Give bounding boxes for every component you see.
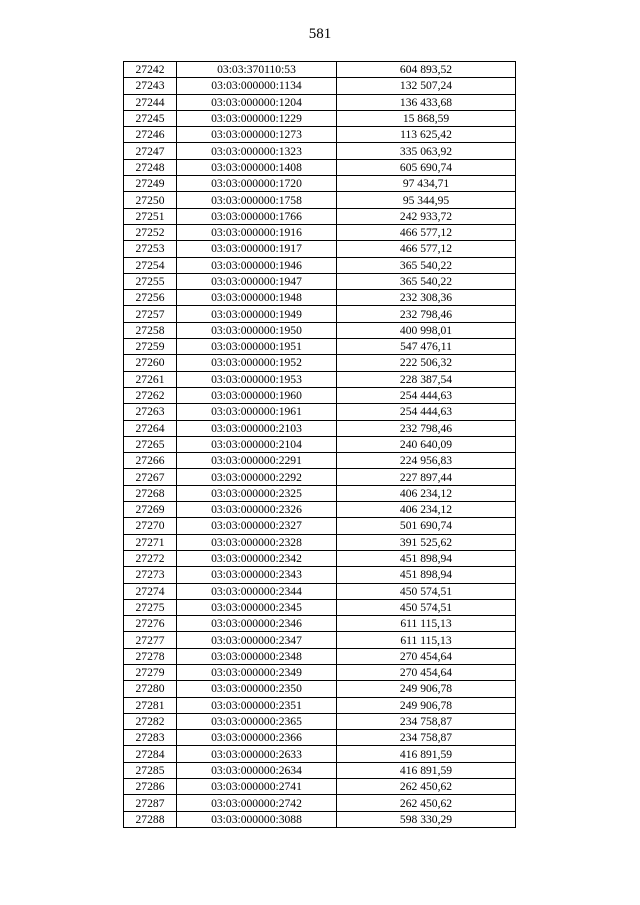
row-number-cell: 27284 — [124, 746, 177, 762]
cadastral-number-cell: 03:03:000000:1946 — [177, 257, 337, 273]
row-number-cell: 27246 — [124, 127, 177, 143]
cadastral-number-cell: 03:03:000000:1134 — [177, 78, 337, 94]
table-row — [124, 730, 516, 746]
value-cell: 224 956,83 — [337, 453, 516, 469]
value-cell: 228 387,54 — [337, 371, 516, 387]
table-row — [124, 762, 516, 778]
value-cell: 222 506,32 — [337, 355, 516, 371]
cadastral-number-cell: 03:03:000000:1952 — [177, 355, 337, 371]
value-cell: 451 898,94 — [337, 567, 516, 583]
cadastral-number-cell: 03:03:000000:3088 — [177, 811, 337, 827]
row-number-cell: 27272 — [124, 550, 177, 566]
table-row — [124, 192, 516, 208]
value-cell: 406 234,12 — [337, 502, 516, 518]
cadastral-number-cell: 03:03:000000:1953 — [177, 371, 337, 387]
row-number-cell: 27251 — [124, 208, 177, 224]
cadastral-number-cell: 03:03:000000:1720 — [177, 176, 337, 192]
cadastral-number-cell: 03:03:000000:2351 — [177, 697, 337, 713]
table-row — [124, 94, 516, 110]
row-number-cell: 27287 — [124, 795, 177, 811]
row-number-cell: 27260 — [124, 355, 177, 371]
cadastral-number-cell: 03:03:000000:1949 — [177, 306, 337, 322]
cadastral-number-cell: 03:03:000000:2343 — [177, 567, 337, 583]
row-number-cell: 27281 — [124, 697, 177, 713]
cadastral-number-cell: 03:03:000000:1960 — [177, 387, 337, 403]
cadastral-number-cell: 03:03:000000:2325 — [177, 485, 337, 501]
table-row — [124, 322, 516, 338]
row-number-cell: 27255 — [124, 273, 177, 289]
value-cell: 335 063,92 — [337, 143, 516, 159]
row-number-cell: 27253 — [124, 241, 177, 257]
row-number-cell: 27258 — [124, 322, 177, 338]
value-cell: 113 625,42 — [337, 127, 516, 143]
table-row — [124, 485, 516, 501]
value-cell: 232 798,46 — [337, 306, 516, 322]
value-cell: 232 798,46 — [337, 420, 516, 436]
table-row — [124, 583, 516, 599]
cadastral-number-cell: 03:03:000000:2328 — [177, 534, 337, 550]
value-cell: 232 308,36 — [337, 290, 516, 306]
value-cell: 262 450,62 — [337, 779, 516, 795]
cadastral-number-cell: 03:03:000000:2344 — [177, 583, 337, 599]
value-cell: 242 933,72 — [337, 208, 516, 224]
table-row — [124, 697, 516, 713]
table-row — [124, 681, 516, 697]
row-number-cell: 27276 — [124, 616, 177, 632]
value-cell: 365 540,22 — [337, 257, 516, 273]
value-cell: 466 577,12 — [337, 241, 516, 257]
cadastral-number-cell: 03:03:000000:2634 — [177, 762, 337, 778]
row-number-cell: 27265 — [124, 436, 177, 452]
row-number-cell: 27288 — [124, 811, 177, 827]
table-row — [124, 550, 516, 566]
row-number-cell: 27262 — [124, 387, 177, 403]
value-cell: 450 574,51 — [337, 583, 516, 599]
row-number-cell: 27277 — [124, 632, 177, 648]
table-row — [124, 811, 516, 827]
row-number-cell: 27242 — [124, 62, 177, 78]
cadastral-number-cell: 03:03:000000:1229 — [177, 110, 337, 126]
row-number-cell: 27268 — [124, 485, 177, 501]
row-number-cell: 27279 — [124, 664, 177, 680]
table-row — [124, 795, 516, 811]
cadastral-number-cell: 03:03:000000:2350 — [177, 681, 337, 697]
cadastral-number-cell: 03:03:000000:1951 — [177, 339, 337, 355]
row-number-cell: 27252 — [124, 224, 177, 240]
value-cell: 234 758,87 — [337, 713, 516, 729]
cadastral-number-cell: 03:03:000000:1204 — [177, 94, 337, 110]
table-row — [124, 339, 516, 355]
row-number-cell: 27266 — [124, 453, 177, 469]
table-row — [124, 534, 516, 550]
table-row — [124, 159, 516, 175]
value-cell: 234 758,87 — [337, 730, 516, 746]
value-cell: 547 476,11 — [337, 339, 516, 355]
cadastral-number-cell: 03:03:000000:2365 — [177, 713, 337, 729]
table-row — [124, 567, 516, 583]
table-row — [124, 436, 516, 452]
row-number-cell: 27247 — [124, 143, 177, 159]
value-cell: 416 891,59 — [337, 762, 516, 778]
table-row — [124, 387, 516, 403]
value-cell: 501 690,74 — [337, 518, 516, 534]
table-row — [124, 616, 516, 632]
cadastral-number-cell: 03:03:000000:1950 — [177, 322, 337, 338]
value-cell: 416 891,59 — [337, 746, 516, 762]
table-row — [124, 355, 516, 371]
cadastral-number-cell: 03:03:000000:1758 — [177, 192, 337, 208]
value-cell: 240 640,09 — [337, 436, 516, 452]
cadastral-number-cell: 03:03:000000:2292 — [177, 469, 337, 485]
table-row — [124, 779, 516, 795]
row-number-cell: 27248 — [124, 159, 177, 175]
row-number-cell: 27249 — [124, 176, 177, 192]
table-row — [124, 110, 516, 126]
table-row — [124, 518, 516, 534]
table-row — [124, 224, 516, 240]
row-number-cell: 27264 — [124, 420, 177, 436]
row-number-cell: 27285 — [124, 762, 177, 778]
cadastral-number-cell: 03:03:000000:1323 — [177, 143, 337, 159]
value-cell: 95 344,95 — [337, 192, 516, 208]
row-number-cell: 27282 — [124, 713, 177, 729]
row-number-cell: 27274 — [124, 583, 177, 599]
cadastral-number-cell: 03:03:000000:1273 — [177, 127, 337, 143]
value-cell: 611 115,13 — [337, 632, 516, 648]
value-cell: 400 998,01 — [337, 322, 516, 338]
table-row — [124, 78, 516, 94]
row-number-cell: 27269 — [124, 502, 177, 518]
cadastral-number-cell: 03:03:000000:2104 — [177, 436, 337, 452]
row-number-cell: 27244 — [124, 94, 177, 110]
cadastral-number-cell: 03:03:000000:2366 — [177, 730, 337, 746]
table-row — [124, 404, 516, 420]
value-cell: 227 897,44 — [337, 469, 516, 485]
cadastral-number-cell: 03:03:000000:1916 — [177, 224, 337, 240]
value-cell: 262 450,62 — [337, 795, 516, 811]
cadastral-number-cell: 03:03:000000:1917 — [177, 241, 337, 257]
table-row — [124, 143, 516, 159]
value-cell: 450 574,51 — [337, 599, 516, 615]
table-row — [124, 241, 516, 257]
table-row — [124, 257, 516, 273]
value-cell: 15 868,59 — [337, 110, 516, 126]
cadastral-number-cell: 03:03:000000:2291 — [177, 453, 337, 469]
value-cell: 97 434,71 — [337, 176, 516, 192]
cadastral-number-cell: 03:03:000000:2345 — [177, 599, 337, 615]
table-row — [124, 371, 516, 387]
value-cell: 270 454,64 — [337, 664, 516, 680]
table-row — [124, 746, 516, 762]
table-row — [124, 632, 516, 648]
value-cell: 254 444,63 — [337, 387, 516, 403]
cadastral-number-cell: 03:03:000000:2633 — [177, 746, 337, 762]
row-number-cell: 27270 — [124, 518, 177, 534]
cadastral-number-cell: 03:03:370110:53 — [177, 62, 337, 78]
row-number-cell: 27250 — [124, 192, 177, 208]
cadastral-number-cell: 03:03:000000:1766 — [177, 208, 337, 224]
row-number-cell: 27245 — [124, 110, 177, 126]
table-row — [124, 62, 516, 78]
value-cell: 604 893,52 — [337, 62, 516, 78]
cadastral-number-cell: 03:03:000000:2347 — [177, 632, 337, 648]
value-cell: 466 577,12 — [337, 224, 516, 240]
value-cell: 270 454,64 — [337, 648, 516, 664]
value-cell: 605 690,74 — [337, 159, 516, 175]
row-number-cell: 27273 — [124, 567, 177, 583]
table-row — [124, 453, 516, 469]
cadastral-number-cell: 03:03:000000:2327 — [177, 518, 337, 534]
cadastral-value-table — [123, 61, 516, 828]
cadastral-number-cell: 03:03:000000:2742 — [177, 795, 337, 811]
table-row — [124, 127, 516, 143]
row-number-cell: 27280 — [124, 681, 177, 697]
table-row — [124, 469, 516, 485]
cadastral-number-cell: 03:03:000000:2346 — [177, 616, 337, 632]
row-number-cell: 27275 — [124, 599, 177, 615]
cadastral-number-cell: 03:03:000000:2103 — [177, 420, 337, 436]
table-row — [124, 664, 516, 680]
cadastral-number-cell: 03:03:000000:2349 — [177, 664, 337, 680]
table-row — [124, 176, 516, 192]
cadastral-number-cell: 03:03:000000:1408 — [177, 159, 337, 175]
row-number-cell: 27271 — [124, 534, 177, 550]
value-cell: 132 507,24 — [337, 78, 516, 94]
row-number-cell: 27243 — [124, 78, 177, 94]
cadastral-number-cell: 03:03:000000:2342 — [177, 550, 337, 566]
row-number-cell: 27278 — [124, 648, 177, 664]
cadastral-number-cell: 03:03:000000:1947 — [177, 273, 337, 289]
table-body — [124, 62, 516, 828]
table-row — [124, 713, 516, 729]
value-cell: 365 540,22 — [337, 273, 516, 289]
cadastral-number-cell: 03:03:000000:2326 — [177, 502, 337, 518]
value-cell: 249 906,78 — [337, 681, 516, 697]
table-row — [124, 290, 516, 306]
table-row — [124, 273, 516, 289]
table-row — [124, 306, 516, 322]
cadastral-number-cell: 03:03:000000:1948 — [177, 290, 337, 306]
value-cell: 254 444,63 — [337, 404, 516, 420]
cadastral-number-cell: 03:03:000000:2348 — [177, 648, 337, 664]
table-row — [124, 648, 516, 664]
value-cell: 249 906,78 — [337, 697, 516, 713]
value-cell: 451 898,94 — [337, 550, 516, 566]
cadastral-number-cell: 03:03:000000:2741 — [177, 779, 337, 795]
value-cell: 391 525,62 — [337, 534, 516, 550]
table-row — [124, 599, 516, 615]
row-number-cell: 27261 — [124, 371, 177, 387]
row-number-cell: 27257 — [124, 306, 177, 322]
value-cell: 136 433,68 — [337, 94, 516, 110]
row-number-cell: 27254 — [124, 257, 177, 273]
page-number: 581 — [308, 26, 332, 42]
row-number-cell: 27283 — [124, 730, 177, 746]
table-row — [124, 420, 516, 436]
value-cell: 611 115,13 — [337, 616, 516, 632]
value-cell: 598 330,29 — [337, 811, 516, 827]
table-row — [124, 208, 516, 224]
cadastral-number-cell: 03:03:000000:1961 — [177, 404, 337, 420]
row-number-cell: 27286 — [124, 779, 177, 795]
row-number-cell: 27259 — [124, 339, 177, 355]
row-number-cell: 27267 — [124, 469, 177, 485]
value-cell: 406 234,12 — [337, 485, 516, 501]
row-number-cell: 27256 — [124, 290, 177, 306]
row-number-cell: 27263 — [124, 404, 177, 420]
table-row — [124, 502, 516, 518]
